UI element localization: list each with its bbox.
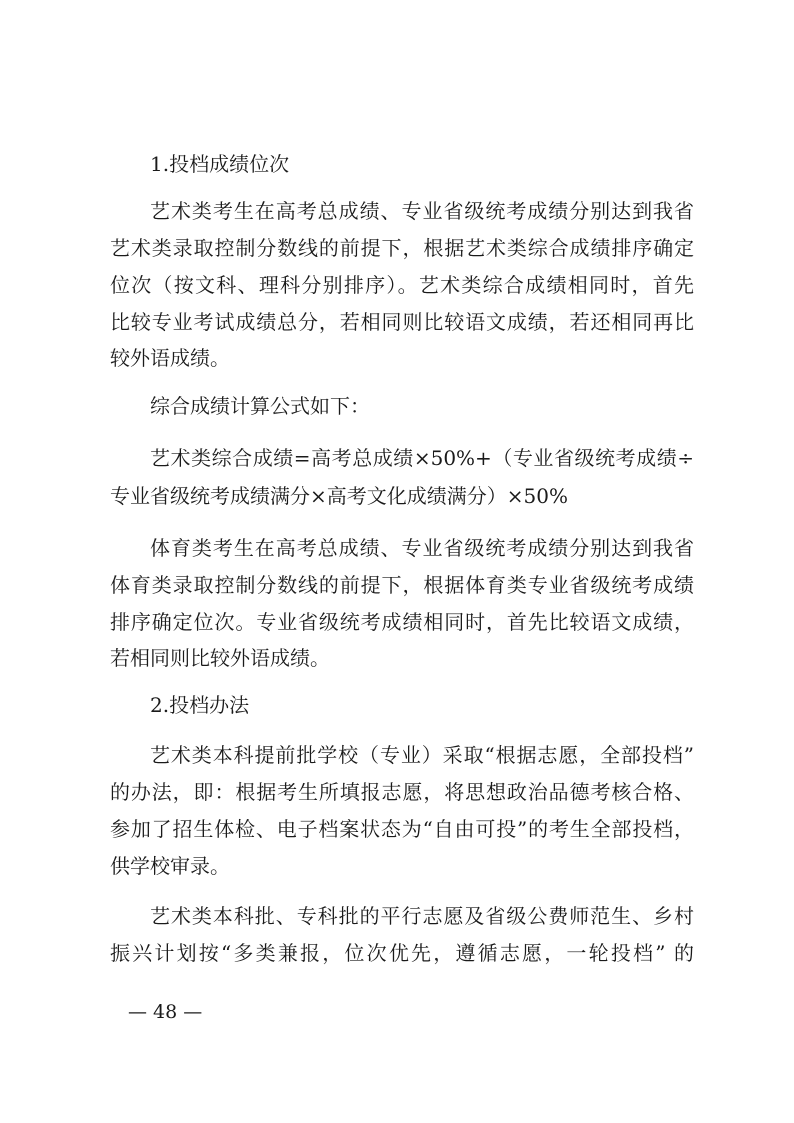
formula-line: 艺术类综合成绩=高考总成绩×50%+（专业省级统考成绩÷	[150, 446, 694, 470]
text-line: 综合成绩计算公式如下：	[150, 394, 370, 418]
text-line: 艺术类录取控制分数线的前提下，根据艺术类综合成绩排序确定	[110, 236, 694, 260]
text-line: 的办法，即：根据考生所填报志愿，将思想政治品德考核合格、	[110, 780, 694, 804]
heading-2: 2.投档办法	[150, 693, 250, 717]
text-line: 体育类考生在高考总成绩、专业省级统考成绩分别达到我省	[150, 536, 694, 560]
text-line: 排序确定位次。专业省级统考成绩相同时，首先比较语文成绩，	[110, 610, 694, 634]
text-line: 参加了招生体检、电子档案状态为“自由可投”的考生全部投档，	[110, 817, 694, 841]
text-line: 位次（按文科、理科分别排序）。艺术类综合成绩相同时，首先	[110, 273, 694, 297]
formula-line: 专业省级统考成绩满分×高考文化成绩满分）×50%	[110, 484, 568, 508]
text-line: 艺术类考生在高考总成绩、专业省级统考成绩分别达到我省	[150, 199, 694, 223]
text-line: 振兴计划按“多类兼报，位次优先，遵循志愿，一轮投档” 的	[110, 941, 694, 965]
text-line: 较外语成绩。	[110, 346, 230, 370]
text-line: 艺术类本科提前批学校（专业）采取“根据志愿，全部投档”	[150, 743, 694, 767]
text-line: 比较专业考试成绩总分，若相同则比较语文成绩，若还相同再比	[110, 310, 694, 334]
page-number: — 48 —	[128, 1001, 203, 1023]
heading-1: 1.投档成绩位次	[150, 152, 290, 176]
text-line: 体育类录取控制分数线的前提下，根据体育类专业省级统考成绩	[110, 573, 694, 597]
text-line: 艺术类本科批、专科批的平行志愿及省级公费师范生、乡村	[150, 904, 694, 928]
text-line: 若相同则比较外语成绩。	[110, 646, 330, 670]
text-line: 供学校审录。	[110, 854, 230, 878]
